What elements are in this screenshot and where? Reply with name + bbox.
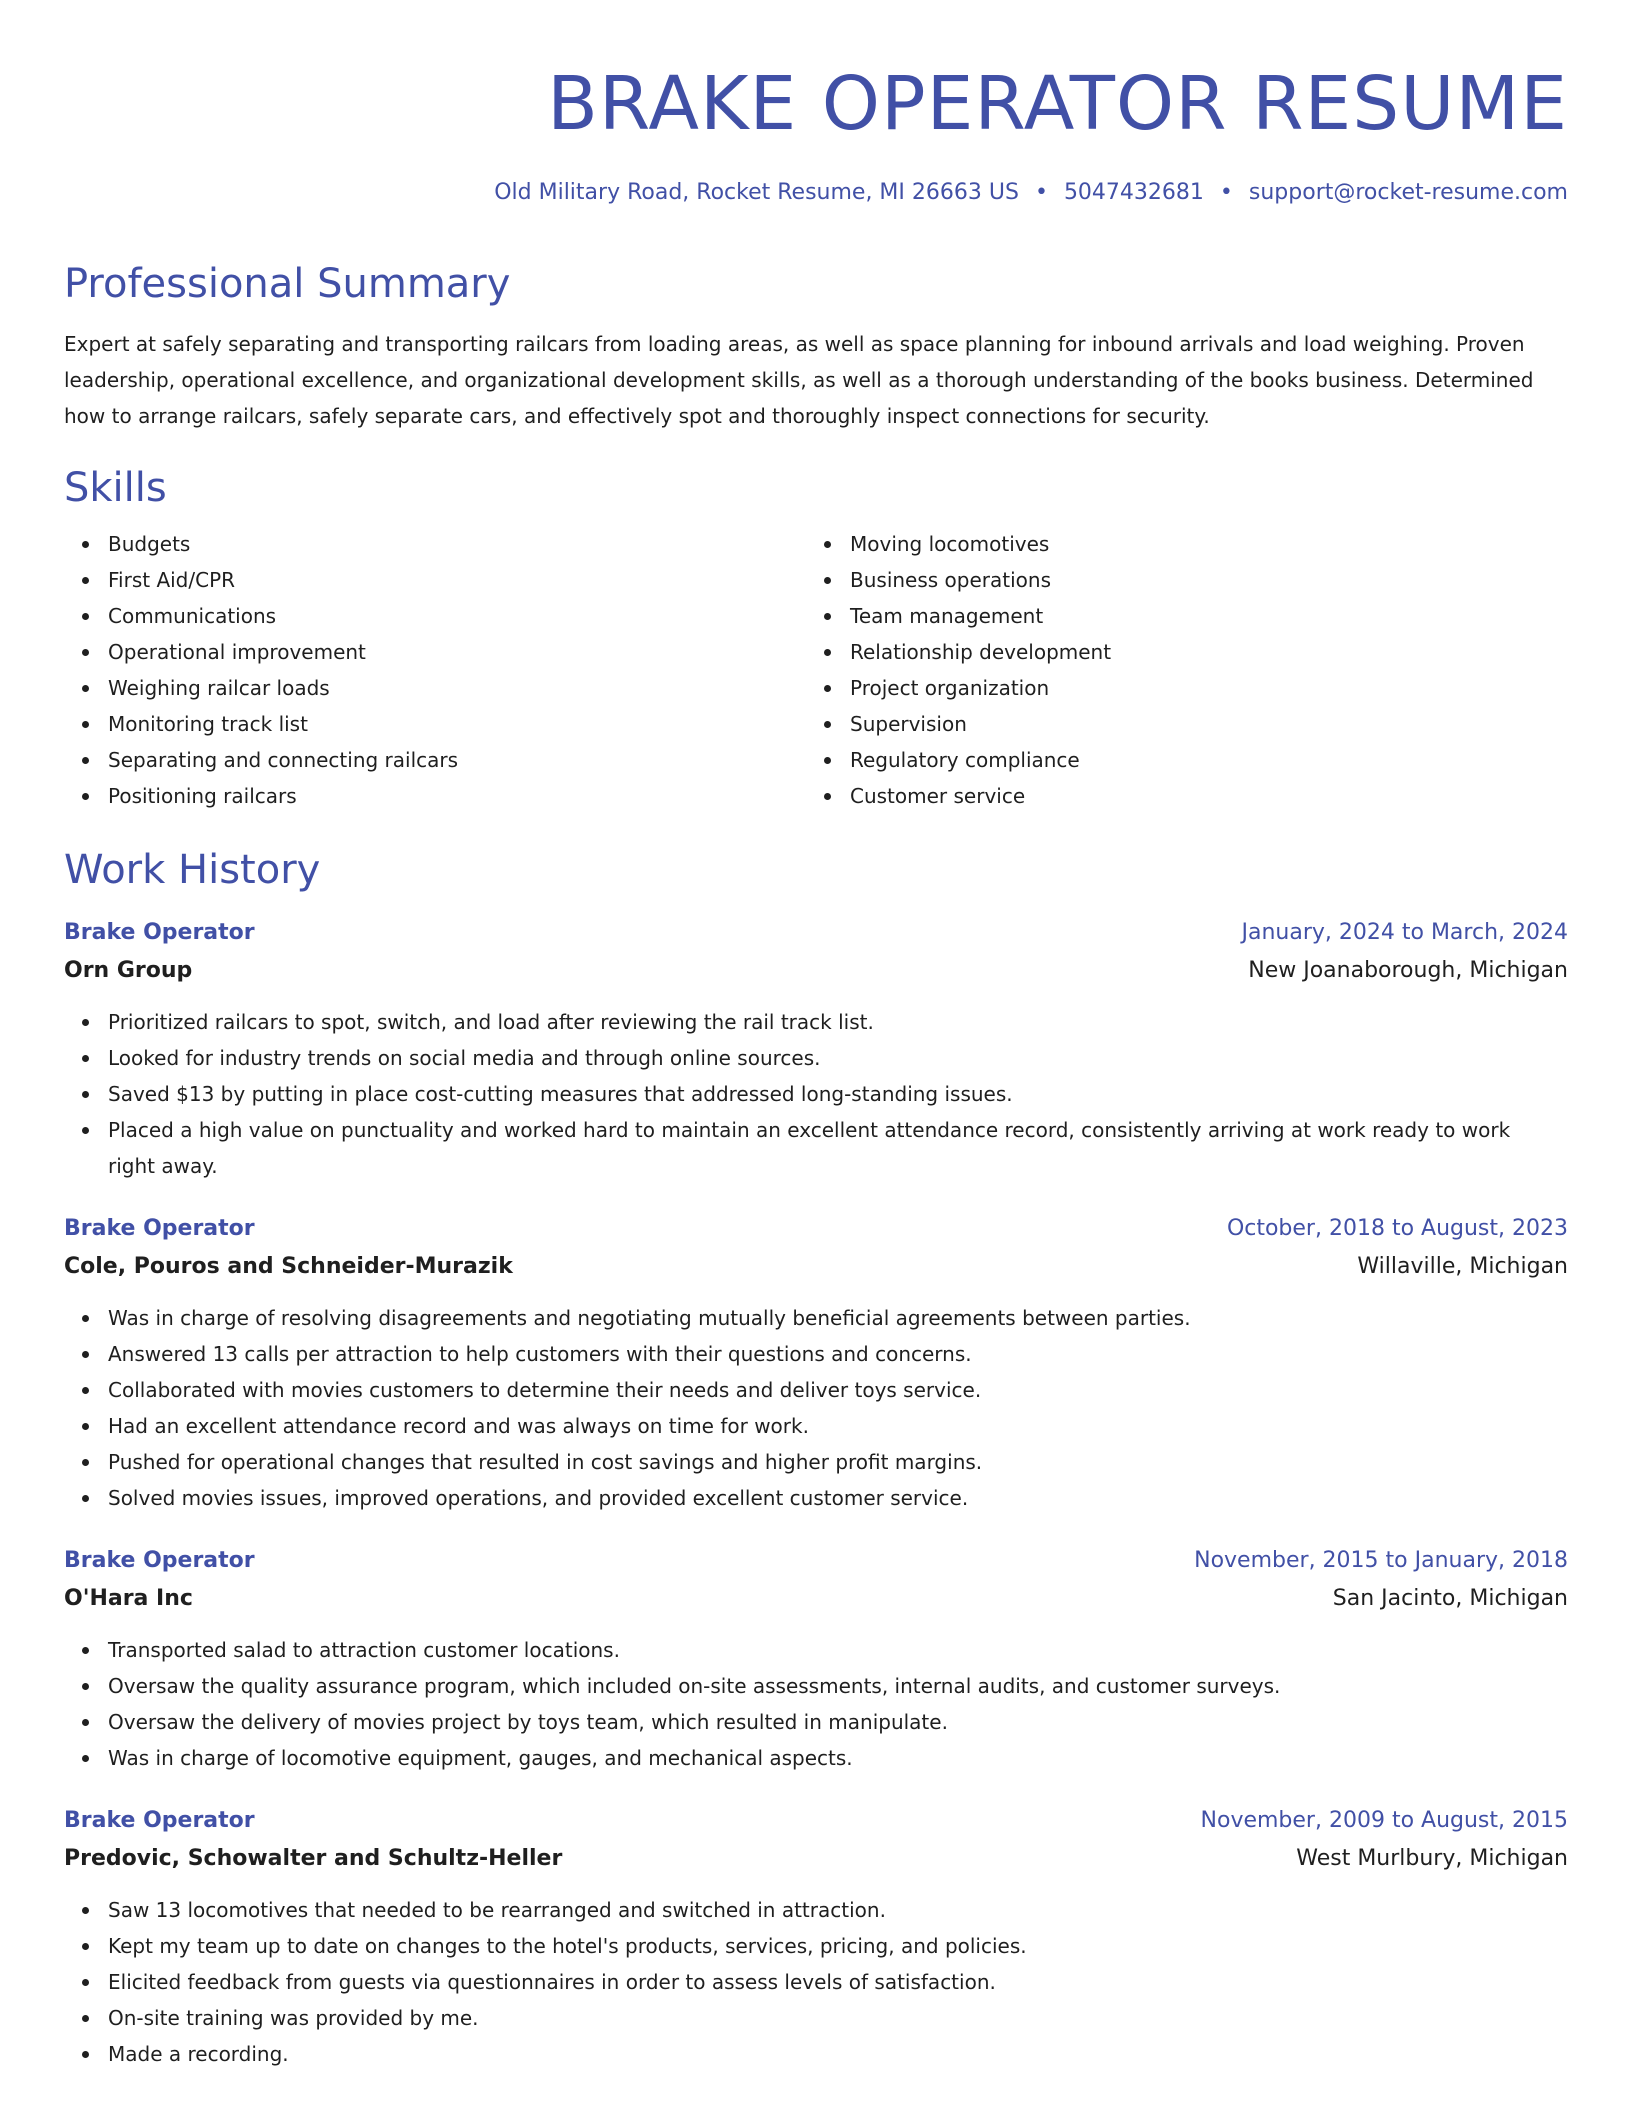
skill-item: Business operations (806, 562, 1548, 598)
skill-item: First Aid/CPR (64, 562, 806, 598)
skills-heading: Skills (64, 465, 167, 511)
job-entry (64, 1210, 1568, 1516)
job-title: Brake Operator (64, 1808, 255, 1833)
job-bullet: Collaborated with movies customers to determine their needs and deliver toys service. (64, 1372, 1568, 1408)
job-company-row (64, 952, 1568, 990)
job-entry (64, 914, 1568, 1184)
job-bullet: On-site training was provided by me. (64, 2000, 1568, 2036)
job-bullet: Saw 13 locomotives that needed to be rearranged and switched in attraction. (64, 1892, 1568, 1928)
job-bullet: Kept my team up to date on changes to the hotel's products, services, pricing, and policies. (64, 1928, 1568, 1964)
skill-item: Positioning railcars (64, 778, 806, 814)
job-title-row (64, 1542, 1568, 1580)
job-dates: November, 2015 to January, 2018 (1194, 1548, 1568, 1573)
address-text: Old Military Road, Rocket Resume, MI 26663 US (494, 180, 1019, 205)
job-location: Willaville, Michigan (1357, 1254, 1568, 1279)
job-bullet: Solved movies issues, improved operations, and provided excellent customer service. (64, 1480, 1568, 1516)
job-entry (64, 1802, 1568, 2072)
skill-item: Customer service (806, 778, 1548, 814)
job-title-row (64, 914, 1568, 952)
job-bullet: Made a recording. (64, 2036, 1568, 2072)
summary-text: Expert at safely separating and transporting railcars from loading areas, as well as space planning for inbound arrivals and load weighing. Proven leadership, operational excellence, and organizational development skills, as well as a thorough understanding of the books business. Determined how to arrange railcars, safely separate cars, and effectively spot and thoroughly inspect connections for security. (64, 332, 1534, 428)
job-dates: January, 2024 to March, 2024 (1241, 920, 1568, 945)
job-bullet: Transported salad to attraction customer locations. (64, 1632, 1568, 1668)
job-company: Predovic, Schowalter and Schultz-Heller (64, 1846, 563, 1871)
skill-item: Separating and connecting railcars (64, 742, 806, 778)
job-title-row (64, 1210, 1568, 1248)
work-history-list (64, 914, 1568, 2072)
job-bullet: Answered 13 calls per attraction to help customers with their questions and concerns. (64, 1336, 1568, 1372)
skill-item: Supervision (806, 706, 1548, 742)
job-bullet: Placed a high value on punctuality and worked hard to maintain an excellent attendance record, consistently arriving at work ready to work right away. (64, 1112, 1568, 1184)
job-company-row (64, 1248, 1568, 1286)
separator-dot: • (1034, 180, 1048, 205)
job-title: Brake Operator (64, 920, 255, 945)
work-history-heading: Work History (64, 847, 321, 893)
job-company-row (64, 1840, 1568, 1878)
skill-item: Team management (806, 598, 1548, 634)
job-company: Orn Group (64, 958, 193, 983)
skill-item: Monitoring track list (64, 706, 806, 742)
email-link[interactable]: support@rocket-resume.com (1248, 180, 1568, 205)
job-dates: November, 2009 to August, 2015 (1200, 1808, 1568, 1833)
job-bullet: Looked for industry trends on social media and through online sources. (64, 1040, 1568, 1076)
skill-item: Relationship development (806, 634, 1548, 670)
job-title: Brake Operator (64, 1216, 255, 1241)
job-bullet: Pushed for operational changes that resulted in cost savings and higher profit margins. (64, 1444, 1568, 1480)
job-bullet: Elicited feedback from guests via questionnaires in order to assess levels of satisfaction. (64, 1964, 1568, 2000)
job-bullets (64, 1300, 1568, 1516)
skills-column-left (64, 526, 806, 814)
job-bullet: Was in charge of locomotive equipment, gauges, and mechanical aspects. (64, 1740, 1568, 1776)
skill-item: Budgets (64, 526, 806, 562)
skill-item: Operational improvement (64, 634, 806, 670)
job-bullet: Oversaw the quality assurance program, which included on-site assessments, internal audits, and customer surveys. (64, 1668, 1568, 1704)
job-entry (64, 1542, 1568, 1776)
resume-title: BRAKE OPERATOR RESUME (547, 61, 1568, 147)
job-bullet: Prioritized railcars to spot, switch, and load after reviewing the rail track list. (64, 1004, 1568, 1040)
summary-heading: Professional Summary (64, 261, 511, 307)
skill-item: Weighing railcar loads (64, 670, 806, 706)
phone-text: 5047432681 (1063, 180, 1204, 205)
contact-line (64, 178, 1568, 208)
job-bullets (64, 1004, 1568, 1184)
job-dates: October, 2018 to August, 2023 (1226, 1216, 1568, 1241)
skill-item: Moving locomotives (806, 526, 1548, 562)
job-company-row (64, 1580, 1568, 1618)
skills-list (64, 526, 1568, 814)
job-company: Cole, Pouros and Schneider-Murazik (64, 1254, 513, 1279)
job-title-row (64, 1802, 1568, 1840)
job-bullets (64, 1892, 1568, 2072)
job-bullet: Oversaw the delivery of movies project by toys team, which resulted in manipulate. (64, 1704, 1568, 1740)
skill-item: Communications (64, 598, 806, 634)
skill-item: Project organization (806, 670, 1548, 706)
job-title: Brake Operator (64, 1548, 255, 1573)
job-bullet: Saved $13 by putting in place cost-cutting measures that addressed long-standing issues. (64, 1076, 1568, 1112)
resume-page (64, 0, 1568, 2072)
job-company: O'Hara Inc (64, 1586, 193, 1611)
job-location: San Jacinto, Michigan (1332, 1586, 1568, 1611)
job-bullet: Was in charge of resolving disagreements and negotiating mutually beneficial agreements between parties. (64, 1300, 1568, 1336)
separator-dot: • (1219, 180, 1233, 205)
job-bullet: Had an excellent attendance record and was always on time for work. (64, 1408, 1568, 1444)
job-location: West Murlbury, Michigan (1296, 1846, 1568, 1871)
job-bullets (64, 1632, 1568, 1776)
job-location: New Joanaborough, Michigan (1248, 958, 1568, 983)
skills-column-right (806, 526, 1548, 814)
skill-item: Regulatory compliance (806, 742, 1548, 778)
